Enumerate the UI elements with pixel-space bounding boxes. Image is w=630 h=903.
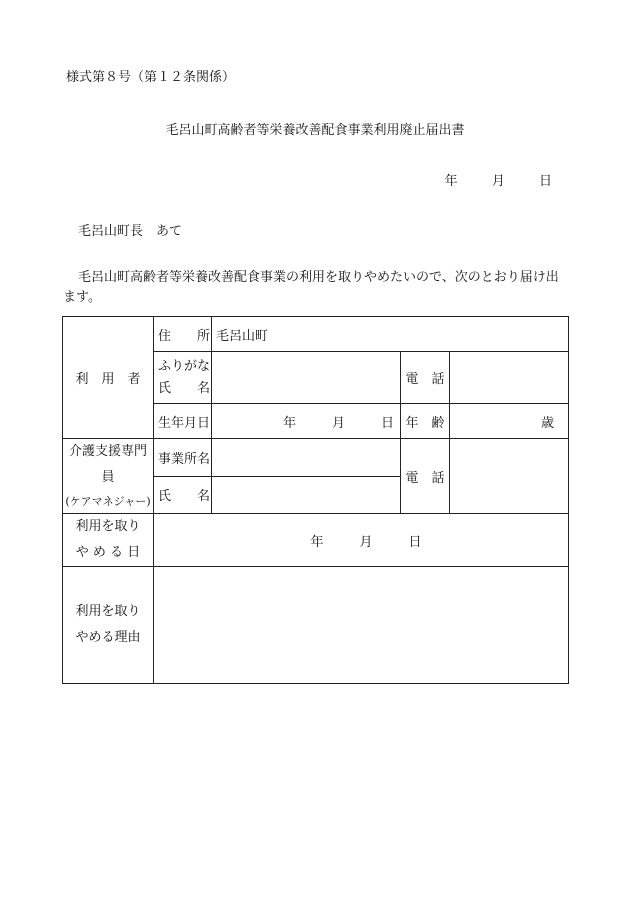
document-title: 毛呂山町高齢者等栄養改善配食事業利用廃止届出書 bbox=[165, 123, 465, 138]
cm-phone-label: 電 話 bbox=[401, 439, 450, 514]
birth-day-label: 日 bbox=[380, 415, 394, 431]
office-name-label: 事業所名 bbox=[154, 439, 212, 477]
date-year-label: 年 bbox=[444, 174, 458, 189]
stop-date-field[interactable] bbox=[154, 514, 569, 567]
age-unit: 歳 bbox=[541, 415, 555, 431]
stop-date-label-line1: 利用を取り bbox=[75, 519, 141, 534]
submission-date[interactable] bbox=[445, 170, 552, 189]
name-label: 氏 名 bbox=[158, 380, 211, 396]
birth-month-label: 月 bbox=[331, 415, 345, 431]
cm-name-field[interactable] bbox=[212, 476, 401, 514]
user-phone-field[interactable] bbox=[450, 352, 569, 404]
age-field[interactable] bbox=[450, 404, 569, 439]
birthdate-field[interactable] bbox=[212, 404, 401, 439]
reason-label bbox=[63, 567, 154, 684]
office-name-field[interactable] bbox=[212, 439, 401, 477]
form-number: 様式第８号（第１２条関係） bbox=[66, 70, 236, 85]
stop-year-label: 年 bbox=[310, 534, 324, 550]
stop-date-label bbox=[63, 514, 154, 567]
reason-field[interactable] bbox=[154, 567, 569, 684]
phone-label: 電 話 bbox=[401, 352, 450, 404]
care-manager-label-line2: (ケアマネジャー) bbox=[65, 495, 151, 508]
name-labels bbox=[154, 352, 212, 404]
care-manager-label-line1: 介護支援専門員 bbox=[68, 444, 147, 485]
birth-year-label: 年 bbox=[282, 415, 296, 431]
address-label: 住 所 bbox=[154, 317, 212, 352]
addressee: 毛呂山町長 あて bbox=[78, 224, 183, 239]
user-name-field[interactable] bbox=[212, 352, 401, 404]
cm-name-label: 氏 名 bbox=[154, 476, 212, 514]
address-field[interactable]: 毛呂山町 bbox=[212, 317, 569, 352]
birthdate-label: 生年月日 bbox=[154, 404, 212, 439]
stop-month-label: 月 bbox=[359, 534, 373, 550]
date-month-label: 月 bbox=[491, 174, 505, 189]
stop-date-label-line2: や め る 日 bbox=[75, 545, 141, 560]
user-section-label: 利 用 者 bbox=[63, 317, 154, 439]
application-table bbox=[62, 316, 569, 684]
reason-label-line2: やめる理由 bbox=[75, 630, 141, 645]
age-label: 年 齢 bbox=[401, 404, 450, 439]
stop-day-label: 日 bbox=[408, 534, 422, 550]
statement: 毛呂山町高齢者等栄養改善配食事業の利用を取りやめたいので、次のとおり届け出ます。 bbox=[63, 270, 559, 305]
reason-label-line1: 利用を取り bbox=[75, 604, 141, 619]
cm-phone-field[interactable] bbox=[450, 439, 569, 514]
care-manager-label bbox=[63, 439, 154, 514]
date-day-label: 日 bbox=[538, 174, 552, 189]
furigana-label: ふりがな bbox=[158, 358, 211, 374]
